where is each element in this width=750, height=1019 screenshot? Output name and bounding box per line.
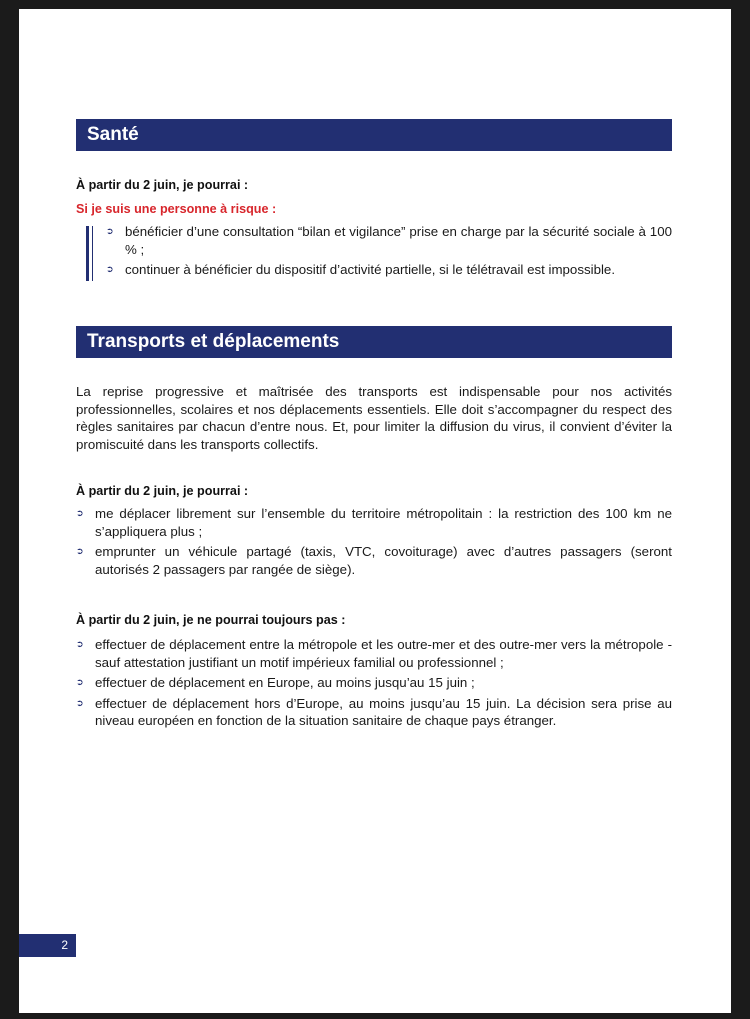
- list-item-text: effectuer de déplacement entre la métropole et les outre-mer et des outre-mer vers la métropole - sauf attestation justifiant un motif impérieux familial ou professionnel ;: [95, 637, 672, 670]
- arrow-bullet-icon: ➲: [76, 697, 84, 708]
- sante-list: [106, 223, 672, 282]
- list-item: [106, 223, 672, 258]
- list-item-text: bénéficier d’une consultation “bilan et vigilance” prise en charge par la sécurité sociale à 100 % ;: [125, 224, 672, 257]
- arrow-bullet-icon: ➲: [106, 226, 114, 236]
- section-header-sante: Santé: [76, 119, 672, 151]
- page-number: 2: [19, 934, 76, 957]
- section-header-transports: Transports et déplacements: [76, 326, 672, 358]
- list-item: [106, 261, 672, 279]
- transports-intro: La reprise progressive et maîtrisée des transports est indispensable pour nos activités professionnelles, scolaires et nos déplacements essentiels. Elle doit s’accompagner du respect des règles sanitaires par chacun d’entre nous. Et, pour limiter la diffusion du virus, il convient d’éviter la promiscuité dans les transports collectifs.: [76, 384, 672, 452]
- list-item-text: effectuer de déplacement hors d’Europe, au moins jusqu’au 15 juin. La décision sera prise au niveau européen en fonction de la situation sanitaire de chaque pays étranger.: [95, 695, 672, 728]
- document-page: [19, 9, 731, 1013]
- list-item: [76, 636, 672, 671]
- list-item: [76, 543, 672, 578]
- list-item-text: emprunter un véhicule partagé (taxis, VTC, covoiturage) avec d’autres passagers (seront autorisés 2 passagers par rangée de siège).: [95, 544, 672, 577]
- list-item: [76, 674, 672, 692]
- sante-subheading: À partir du 2 juin, je pourrai :: [76, 178, 249, 192]
- risk-label: Si je suis une personne à risque :: [76, 202, 277, 216]
- arrow-bullet-icon: ➲: [76, 639, 84, 649]
- arrow-bullet-icon: ➲: [106, 264, 114, 274]
- list-item: [76, 505, 672, 540]
- arrow-bullet-icon: ➲: [76, 677, 84, 687]
- list-item-text: continuer à bénéficier du dispositif d’activité partielle, si le télétravail est impossible.: [125, 262, 616, 277]
- list-item: [76, 695, 672, 730]
- can-heading: À partir du 2 juin, je pourrai :: [76, 484, 249, 498]
- cannot-heading: À partir du 2 juin, je ne pourrai toujours pas :: [76, 613, 346, 627]
- arrow-bullet-icon: ➲: [76, 546, 84, 556]
- cannot-list: [76, 636, 672, 733]
- list-item-text: me déplacer librement sur l’ensemble du territoire métropolitain : la restriction des 100 km ne s’appliquera plus ;: [95, 506, 672, 539]
- quote-bar-thin: [92, 226, 93, 281]
- quote-bar-thick: [86, 226, 89, 281]
- list-item-text: effectuer de déplacement en Europe, au moins jusqu’au 15 juin ;: [95, 675, 475, 690]
- can-list: [76, 505, 672, 581]
- arrow-bullet-icon: ➲: [76, 508, 84, 518]
